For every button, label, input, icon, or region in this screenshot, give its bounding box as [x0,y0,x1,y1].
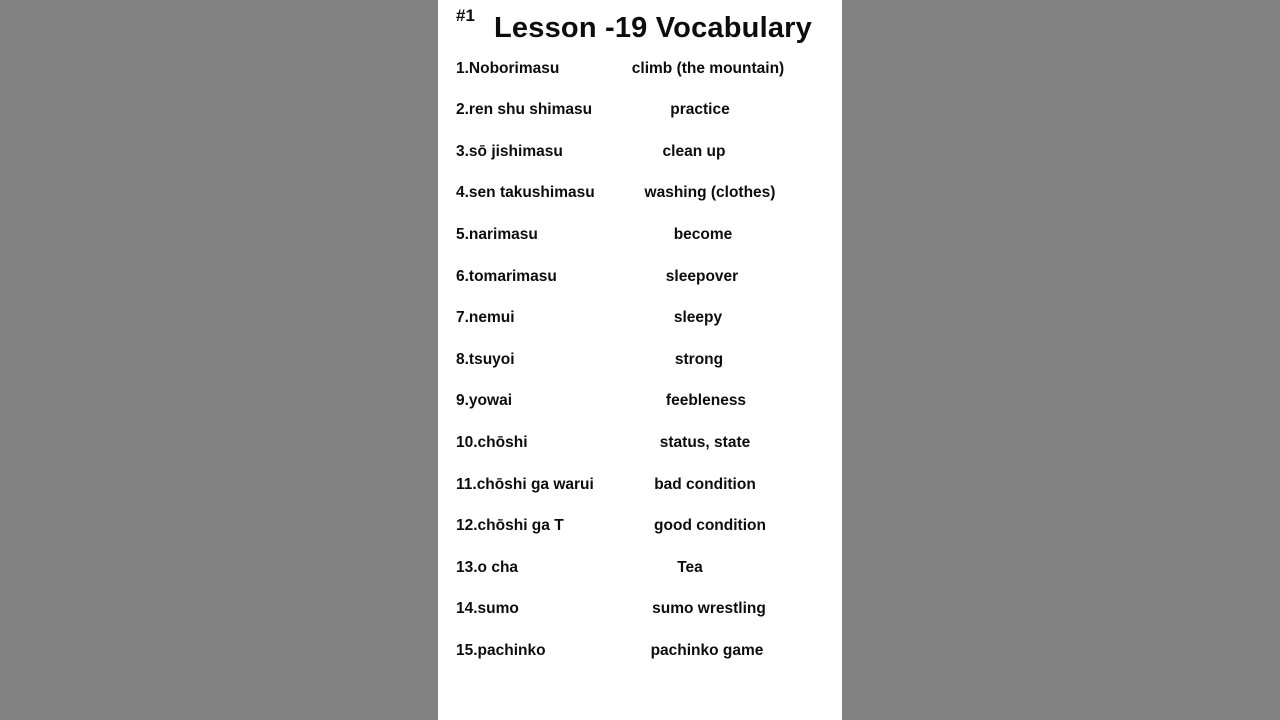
vocab-row [438,517,842,539]
vocab-meaning: pachinko game [650,642,764,659]
page-title: Lesson -19 Vocabulary [494,12,812,44]
vocab-meaning: status, state [659,434,751,451]
slide-number-badge: #1 [456,6,475,25]
vocab-term: 11.chōshi ga warui [456,476,594,493]
vocab-term: 8.tsuyoi [456,351,515,368]
vocab-row [438,143,842,165]
vocab-row [438,101,842,123]
vocab-meaning: good condition [654,517,766,534]
vocab-row [438,476,842,498]
vocab-term: 6.tomarimasu [456,268,557,285]
vocab-meaning: sumo wrestling [652,600,766,617]
vocab-row [438,642,842,664]
vocab-row [438,184,842,206]
vocab-meaning: become [673,226,733,243]
vocab-meaning: feebleness [665,392,747,409]
vocab-term: 2.ren shu shimasu [456,101,593,118]
vocab-row [438,559,842,581]
vocab-term: 3.sō jishimasu [456,143,563,160]
vocab-meaning: climb (the mountain) [631,60,785,77]
vocab-meaning: sleepover [665,268,739,285]
vocab-term: 5.narimasu [456,226,538,243]
vocab-term: 1.Noborimasu [456,60,560,77]
vocab-term: 14.sumo [456,600,519,617]
vocab-row [438,392,842,414]
vocab-term: 7.nemui [456,309,515,326]
vocab-row [438,268,842,290]
vocab-meaning: bad condition [654,476,756,493]
vocab-row [438,226,842,248]
vocab-meaning: Tea [677,559,703,576]
vocab-term: 10.chōshi [456,434,528,451]
vocab-row [438,600,842,622]
vocabulary-sheet [438,0,842,720]
vocab-term: 9.yowai [456,392,512,409]
vocab-meaning: practice [670,101,730,118]
vocab-meaning: sleepy [673,309,723,326]
vocab-meaning: clean up [662,143,726,160]
vocab-meaning: washing (clothes) [644,184,776,201]
vocab-term: 12.chōshi ga T [456,517,564,534]
vocab-term: 4.sen takushimasu [456,184,595,201]
vocab-row [438,351,842,373]
vocab-meaning: strong [674,351,724,368]
vocab-row [438,434,842,456]
vocab-row [438,60,842,82]
vocab-row [438,309,842,331]
vocab-term: 13.o cha [456,559,519,576]
vocab-term: 15.pachinko [456,642,546,659]
